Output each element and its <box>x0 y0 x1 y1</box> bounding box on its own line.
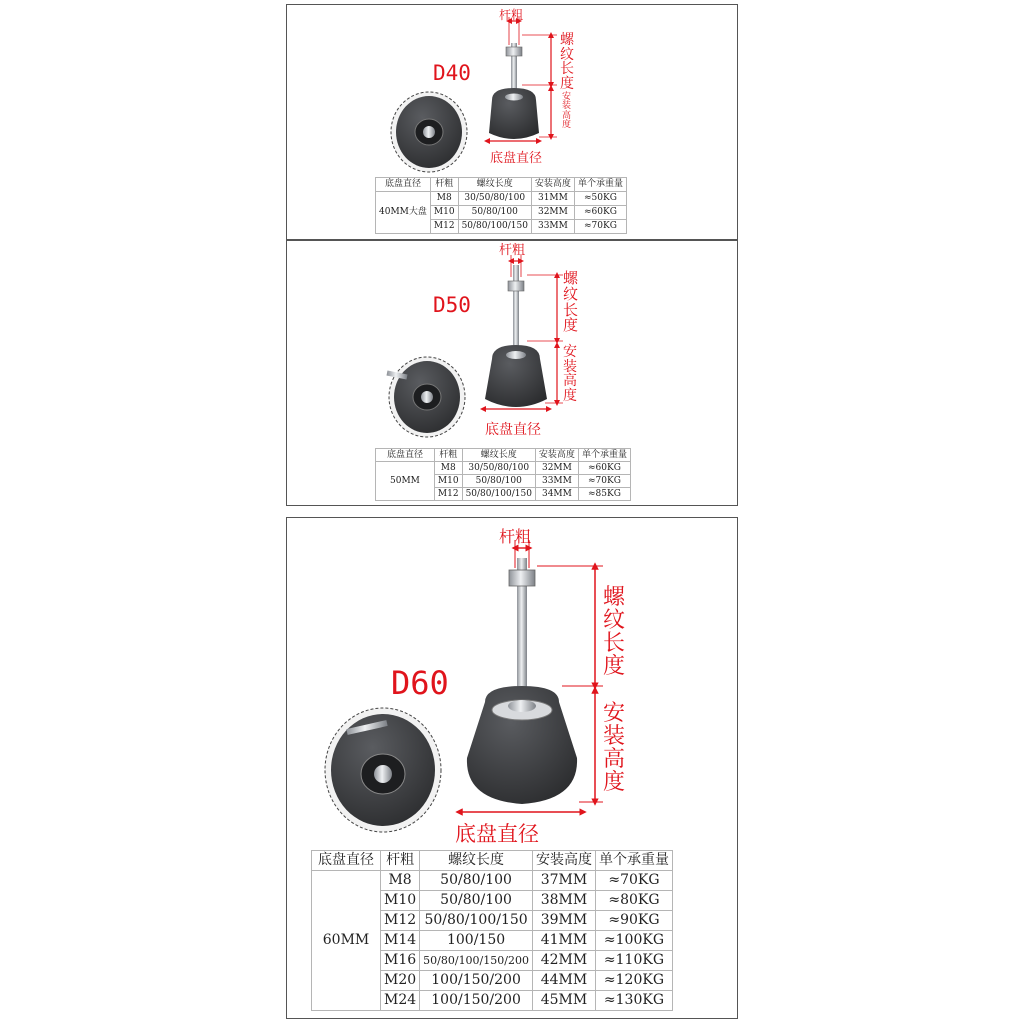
rod-diameter-label: 杆粗 <box>499 243 526 258</box>
thread-cell: 50/80/100 <box>420 871 533 891</box>
model-title: D40 <box>433 61 471 85</box>
header-load: 单个承重量 <box>578 449 630 462</box>
install-height-label: 安装高度 <box>563 344 577 405</box>
height-cell: 33MM <box>531 220 574 234</box>
load-cell: ≈120KG <box>595 971 672 991</box>
header-rod: 杆粗 <box>430 178 458 192</box>
rod-cell: M12 <box>434 488 462 501</box>
header-load: 单个承重量 <box>574 178 626 192</box>
rod-cell: M12 <box>430 220 458 234</box>
header-rod: 杆粗 <box>381 851 420 871</box>
load-cell: ≈60KG <box>574 206 626 220</box>
rod-cell: M12 <box>381 911 420 931</box>
header-height: 安装高度 <box>535 449 578 462</box>
rod-cell: M24 <box>381 991 420 1011</box>
load-cell: ≈90KG <box>595 911 672 931</box>
header-rod: 杆粗 <box>434 449 462 462</box>
thread-cell: 50/80/100/150 <box>420 911 533 931</box>
load-cell: ≈85KG <box>578 488 630 501</box>
thread-cell: 50/80/100/150 <box>462 488 535 501</box>
header-height: 安装高度 <box>532 851 595 871</box>
load-cell: ≈130KG <box>595 991 672 1011</box>
spec-table <box>311 850 673 1011</box>
thread-cell: 50/80/100 <box>462 475 535 488</box>
product-panel-d40 <box>286 4 738 240</box>
base-size-cell: 60MM <box>312 871 381 1011</box>
table-row <box>312 871 673 891</box>
header-thread: 螺纹长度 <box>462 449 535 462</box>
spec-table <box>375 448 631 501</box>
base-size-cell: 50MM <box>376 462 435 501</box>
base-size-cell: 40MM大盘 <box>376 192 431 234</box>
height-cell: 31MM <box>531 192 574 206</box>
product-panel-d60 <box>286 517 738 1019</box>
install-height-label: 安装高度 <box>603 701 626 796</box>
table-row <box>376 192 627 206</box>
height-cell: 44MM <box>532 971 595 991</box>
height-cell: 45MM <box>532 991 595 1011</box>
height-cell: 32MM <box>535 462 578 475</box>
height-cell: 41MM <box>532 931 595 951</box>
table-header-row <box>376 178 627 192</box>
table-header-row <box>312 851 673 871</box>
rod-diameter-label: 杆粗 <box>499 527 532 546</box>
table-row <box>376 462 631 475</box>
header-thread: 螺纹长度 <box>420 851 533 871</box>
header-base: 底盘直径 <box>376 449 435 462</box>
height-cell: 39MM <box>532 911 595 931</box>
rod-cell: M8 <box>434 462 462 475</box>
rod-cell: M10 <box>381 891 420 911</box>
product-panel-d50 <box>286 240 738 506</box>
thread-cell: 50/80/100 <box>458 206 531 220</box>
rod-cell: M20 <box>381 971 420 991</box>
height-cell: 42MM <box>532 951 595 971</box>
base-diameter-label: 底盘直径 <box>485 422 541 438</box>
install-height-label: 安装高度 <box>562 92 572 131</box>
header-thread: 螺纹长度 <box>458 178 531 192</box>
header-load: 单个承重量 <box>595 851 672 871</box>
thread-cell: 100/150/200 <box>420 971 533 991</box>
model-title: D50 <box>433 293 471 317</box>
thread-cell: 100/150/200 <box>420 991 533 1011</box>
load-cell: ≈70KG <box>578 475 630 488</box>
thread-cell: 30/50/80/100 <box>458 192 531 206</box>
height-cell: 32MM <box>531 206 574 220</box>
thread-length-label: 螺纹长度 <box>560 32 574 93</box>
header-base: 底盘直径 <box>376 178 431 192</box>
rod-cell: M8 <box>430 192 458 206</box>
load-cell: ≈80KG <box>595 891 672 911</box>
rod-cell: M10 <box>434 475 462 488</box>
thread-cell: 100/150 <box>420 931 533 951</box>
base-diameter-label: 底盘直径 <box>490 151 543 166</box>
spec-table <box>375 177 627 234</box>
load-cell: ≈100KG <box>595 931 672 951</box>
table-header-row <box>376 449 631 462</box>
rod-cell: M10 <box>430 206 458 220</box>
height-cell: 37MM <box>532 871 595 891</box>
header-height: 安装高度 <box>531 178 574 192</box>
rod-diameter-label: 杆粗 <box>499 8 524 22</box>
thread-length-label: 螺纹长度 <box>603 585 626 680</box>
height-cell: 33MM <box>535 475 578 488</box>
load-cell: ≈70KG <box>574 220 626 234</box>
model-title: D60 <box>391 664 449 702</box>
header-base: 底盘直径 <box>312 851 381 871</box>
load-cell: ≈70KG <box>595 871 672 891</box>
height-cell: 34MM <box>535 488 578 501</box>
thread-cell: 50/80/100 <box>420 891 533 911</box>
height-cell: 38MM <box>532 891 595 911</box>
load-cell: ≈60KG <box>578 462 630 475</box>
thread-length-label: 螺纹长度 <box>563 269 579 335</box>
base-diameter-label: 底盘直径 <box>455 822 539 846</box>
load-cell: ≈110KG <box>595 951 672 971</box>
load-cell: ≈50KG <box>574 192 626 206</box>
thread-cell: 50/80/100/150/200 <box>420 951 533 971</box>
thread-cell: 30/50/80/100 <box>462 462 535 475</box>
thread-cell: 50/80/100/150 <box>458 220 531 234</box>
rod-cell: M14 <box>381 931 420 951</box>
rod-cell: M16 <box>381 951 420 971</box>
rod-cell: M8 <box>381 871 420 891</box>
